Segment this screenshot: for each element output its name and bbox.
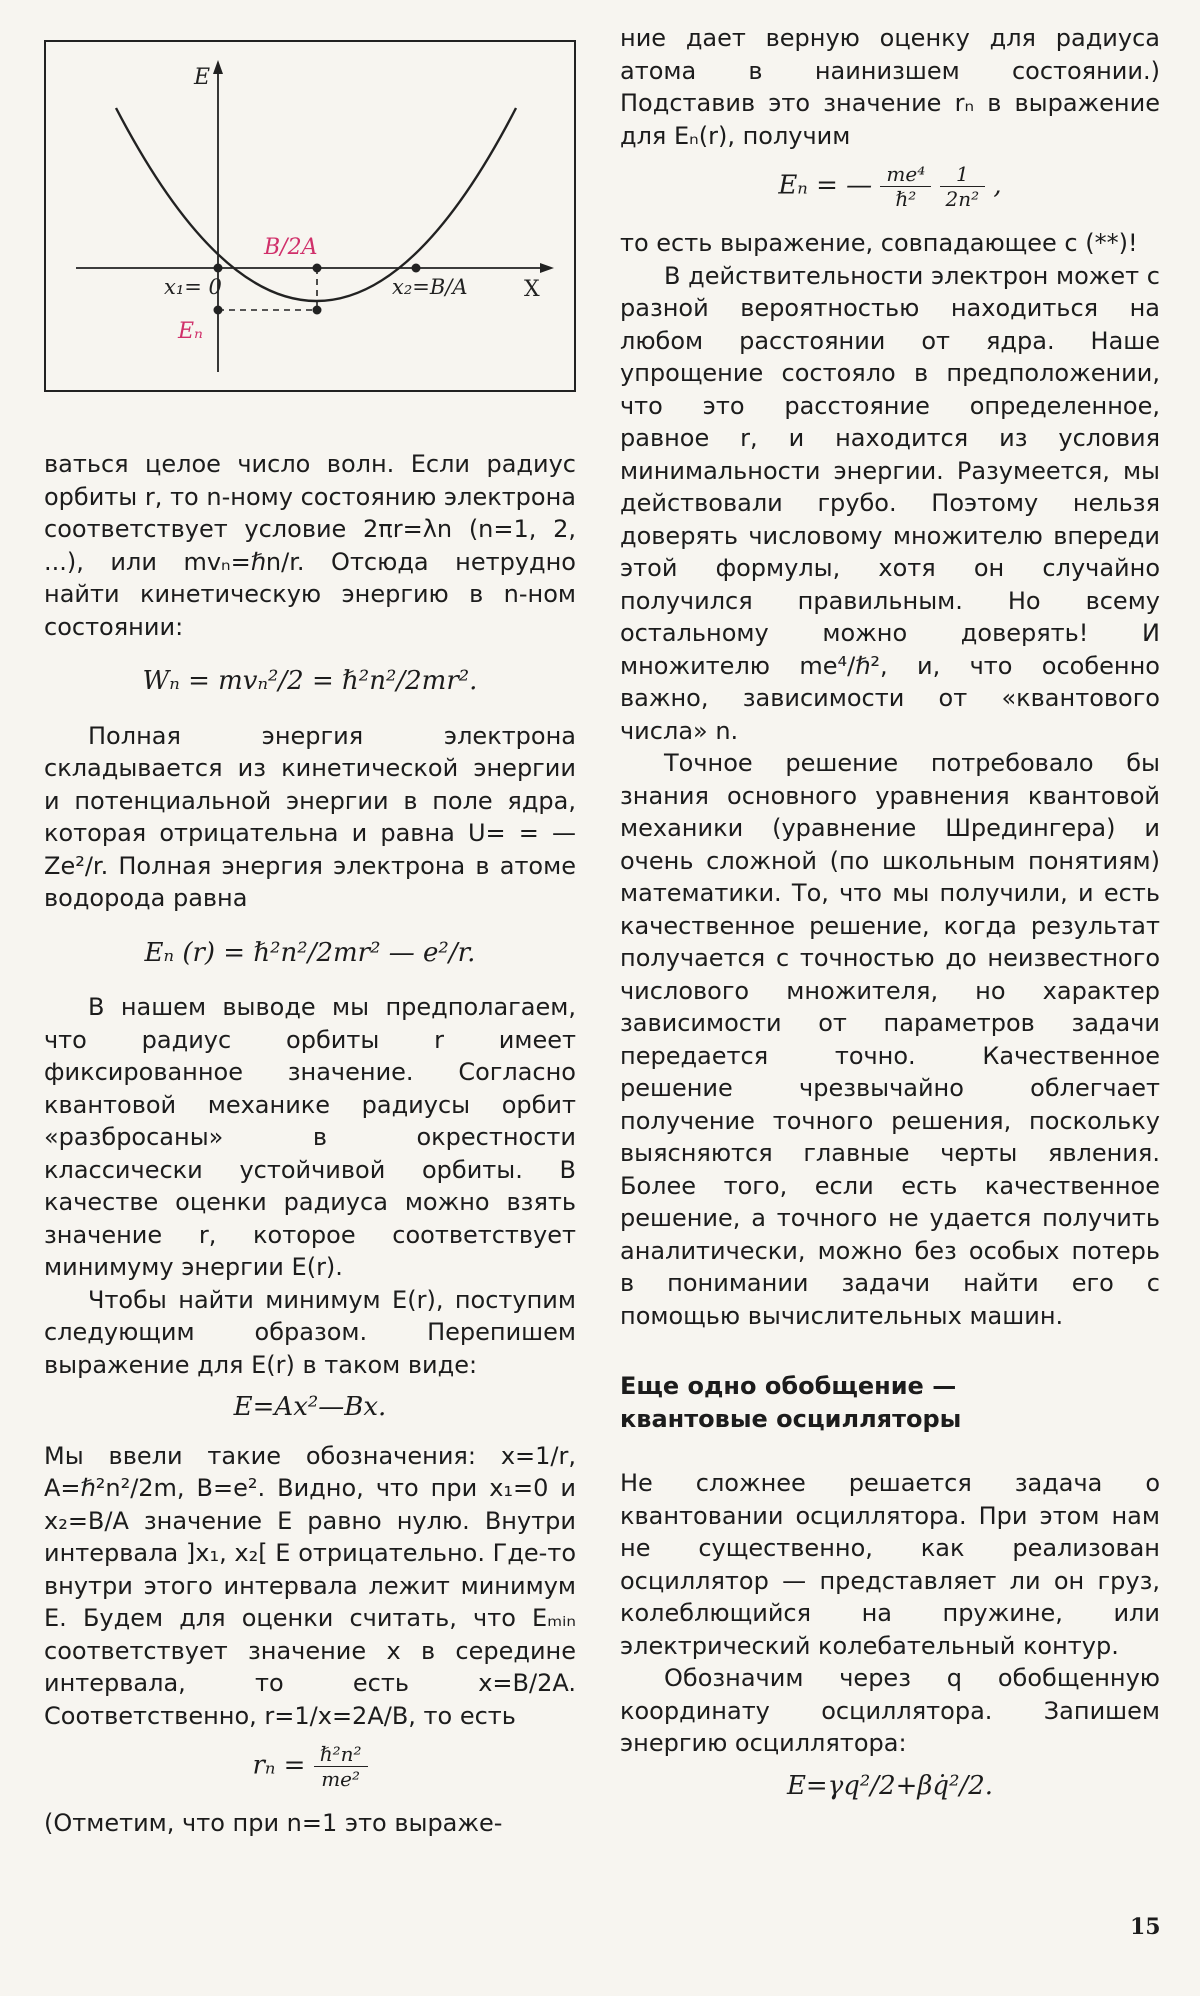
x1-label: x₁= 0 (164, 275, 222, 299)
left-paragraph-1: ваться целое число волн. Если радиус орбиты r, то n-ному состоянию электрона соответствует условие 2πr=λn (n=1, 2, ...), или mvₙ=ℏn/r. Отсюда нетрудно найти кинетическую энергию в n-ном состоянии: (44, 450, 576, 641)
left-paragraph-4: Чтобы найти минимум E(r), поступим следующим образом. Перепишем выражение для E(r) в таком виде: (44, 1285, 576, 1379)
left-column (44, 448, 576, 1840)
en-label: Eₙ (178, 319, 203, 344)
x-axis-label: X (524, 277, 540, 302)
left-paragraph-3: В нашем выводе мы предполагаем, что радиус орбиты r имеет фиксированное значение. Согласно квантовой механике радиусы орбит «разбросаны» в окрестности классически устойчивой орбиты. В качестве оценки радиуса можно взять значение r, которое соответствует минимуму энергии E(r). (44, 993, 576, 1281)
right-paragraph-2: то есть выражение, совпадающее с (**)! (620, 229, 1138, 257)
equation-en-num-2: 1 (940, 162, 986, 187)
equation-quadratic: E=Ax²—Bx. (233, 1392, 387, 1422)
x2-label: x₂=B/A (392, 275, 468, 299)
equation-rn-fraction (314, 1742, 368, 1791)
equation-en-num-1: me⁴ (880, 162, 931, 187)
parabola-plot (46, 42, 574, 390)
left-paragraph-5: Мы ввели такие обозначения: x=1/r, A=ℏ²n²/2m, B=e². Видно, что при x₁=0 и x₂=B/A значение E равно нулю. Внутри интервала ]x₁, x₂[ E отрицательно. Где-то внутри этого интервала лежит минимум E. Будем для оценки считать, что Eₘᵢₙ соответствует значение x в середине интервала, то есть x=B/2A. Соответственно, r=1/x=2A/B, то есть (44, 1441, 576, 1730)
equation-rn (44, 1742, 576, 1791)
equation-en-den-2: 2n² (945, 187, 980, 211)
right-paragraph-5: Не сложнее решается задача о квантовании осциллятора. При этом нам не существенно, как реализован осциллятор — представляет ли он груз, колеблющийся на пружине, или электрический колебательный контур. (620, 1469, 1160, 1660)
mid-label: B/2A (264, 235, 318, 260)
right-paragraph-6: Обозначим через q обобщенную координату осциллятора. Запишем энергию осциллятора: (620, 1664, 1160, 1757)
section-gap (620, 1332, 1160, 1370)
equation-en-tail: , (993, 170, 1002, 201)
left-paragraph-6: (Отметим, что при n=1 это выраже- (44, 1809, 503, 1837)
right-column (620, 22, 1160, 1818)
equation-oscillator: E=γq²/2+βq̇²/2. (786, 1770, 994, 1801)
section-heading-line-1: Еще одно обобщение — (620, 1372, 957, 1400)
left-paragraph-2: Полная энергия электрона складывается из кинетической энергии и потенциальной энергии в поле ядра, которая отрицательна и равна U= = —Ze²/r. Полная энергия электрона в атоме водорода равна (44, 721, 576, 912)
equation-en-final (620, 162, 1160, 211)
en-point (214, 306, 223, 315)
y-axis-arrow (213, 60, 223, 74)
x-axis-arrow (540, 263, 554, 273)
equation-en-lhs: Eₙ = — (778, 170, 873, 201)
mid-point (313, 264, 322, 273)
equation-wn: Wₙ = mvₙ²/2 = ℏ²n²/2mr². (142, 666, 478, 696)
min-point (313, 306, 322, 315)
equation-en-fraction-1 (880, 162, 931, 211)
x2-point (412, 264, 421, 273)
section-heading-line-2: квантовые осцилляторы (620, 1404, 962, 1433)
right-paragraph-4: Точное решение потребовало бы знания основного уравнения квантовой механики (уравнение Шредингера) и очень сложной (по школьным понятиям) математики. То, что мы получили, и есть качественное решение, когда результат получается с точностью до неизвестного числового множителя, но характер зависимости от параметров задачи передается точно. Качественное решение чрезвычайно облегчает получение точного решения, поскольку выясняются главные черты явления. Более того, если есть качественное решение, а точного не удается получить аналитически, можно без особых потерь в понимании задачи найти его с помощью вычислительных машин. (620, 749, 1160, 1330)
equation-rn-denominator: me² (321, 1767, 361, 1791)
right-paragraph-3: В действительности электрон может с разной вероятностью находиться на любом расстоянии от ядра. Наше упрощение состояло в предположении, что это расстояние определенное, равное r, и находится из условия минимальности энергии. Разумеется, мы действовали грубо. Поэтому нельзя доверять числовому множителю впереди этой формулы, хотя он случайно получился правильным. Но всему остальному можно доверять! И множителю me⁴/ℏ², и, что особенно важно, зависимости от «квантового числа» n. (620, 261, 1160, 745)
energy-diagram (44, 40, 576, 392)
x1-point (214, 264, 223, 273)
equation-rn-numerator: ℏ²n² (314, 1742, 368, 1767)
equation-en-r: Eₙ (r) = ℏ²n²/2mr² — e²/r. (144, 937, 476, 968)
equation-en-fraction-2 (940, 162, 986, 211)
page-number: 15 (1130, 1914, 1161, 1940)
equation-rn-lhs: rₙ = (252, 1750, 306, 1781)
y-axis-label: E (194, 65, 211, 90)
equation-en-den-1: ℏ² (895, 187, 917, 211)
right-paragraph-1: ние дает верную оценку для радиуса атома в наинизшем состоянии.) Подставив это значение rₙ в выражение для Eₙ(r), получим (620, 24, 1160, 150)
heading-gap (620, 1435, 1160, 1467)
